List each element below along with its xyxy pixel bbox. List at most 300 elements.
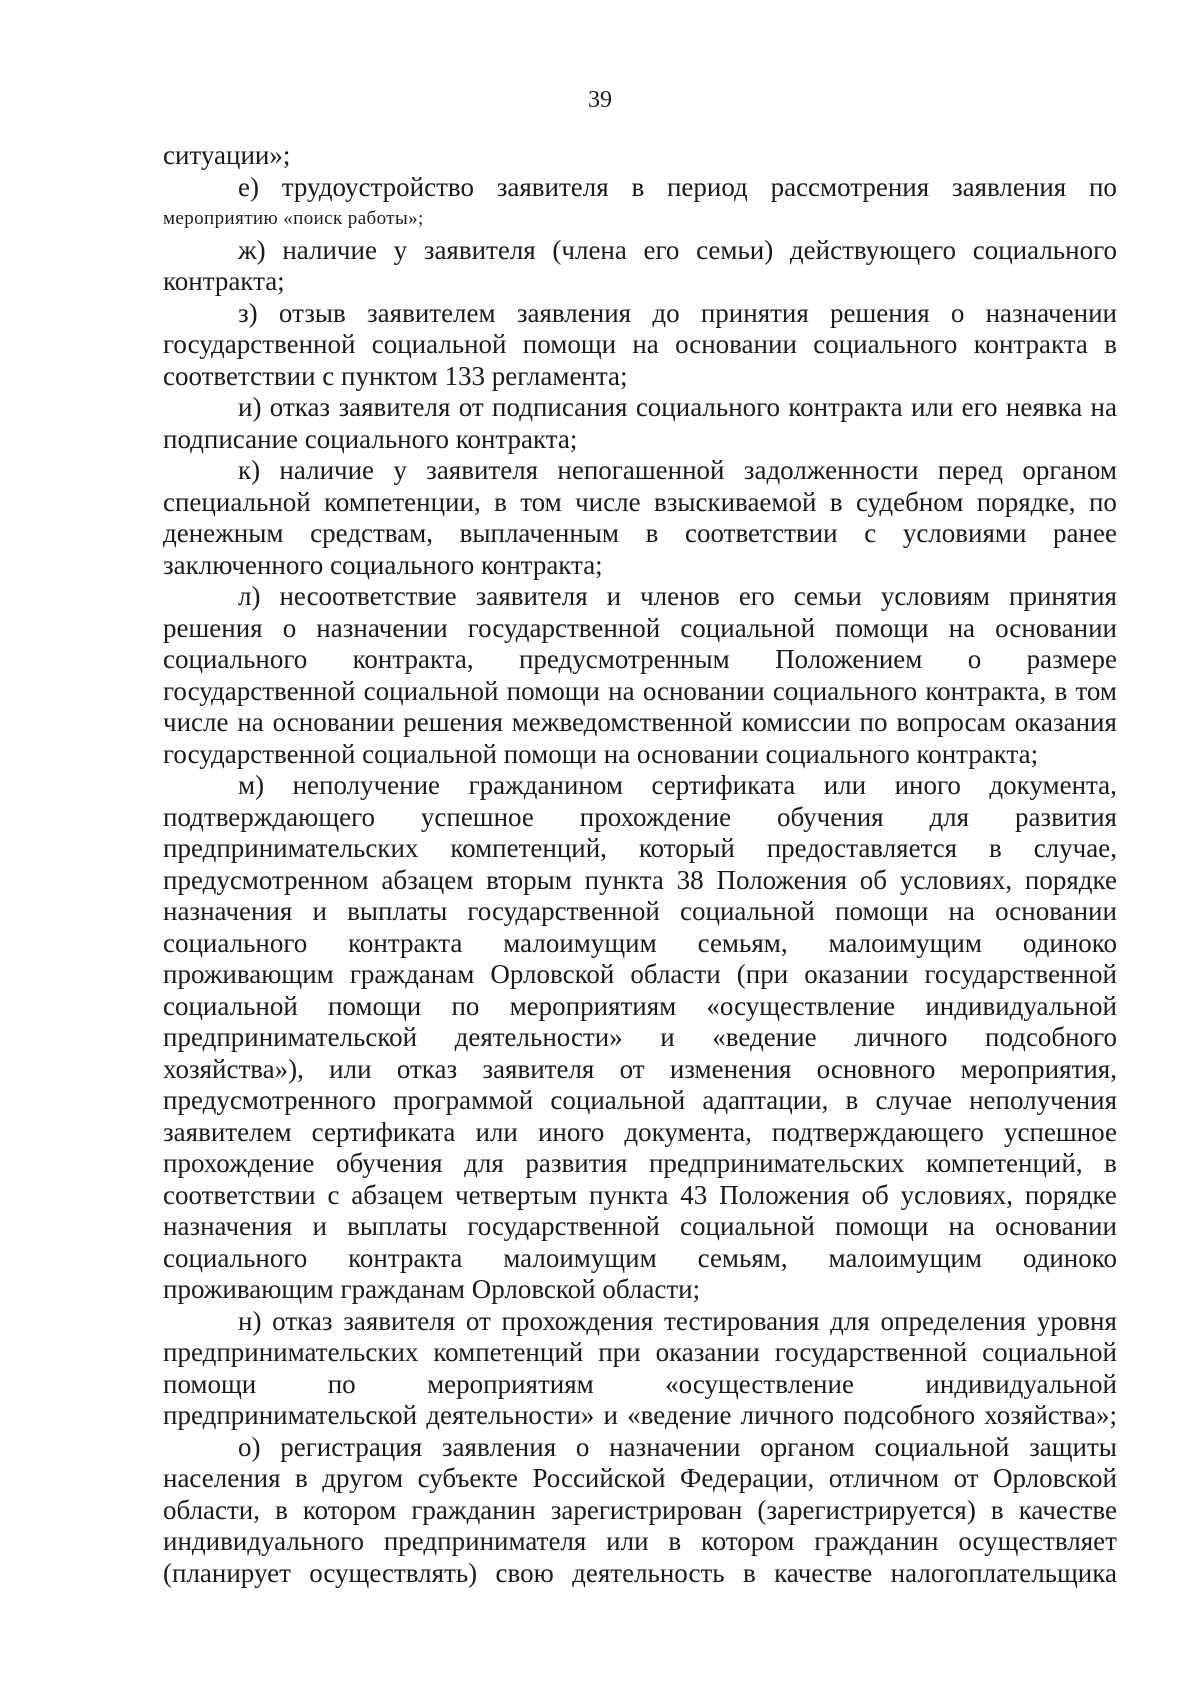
word: «осуществление [706,990,896,1021]
word: принятия [700,297,809,328]
text-line [163,1211,1117,1243]
word: социальной [163,990,298,1021]
word: основании [995,896,1117,926]
word: заявления [516,297,632,328]
word: подтверждающего [163,801,376,832]
word: трудоустройство [281,171,474,202]
word: развития [525,1148,628,1178]
word: (планирует [163,1557,291,1588]
word: прохождение [579,801,732,832]
word: индивидуального [163,1526,365,1556]
word: абзацем [381,864,474,895]
word: помощи [327,990,422,1021]
word: одиноко [1022,1242,1117,1273]
word: социальной [680,1211,815,1241]
word: от [458,392,484,422]
word: подписания [492,392,628,422]
text-line [163,928,1117,960]
word: заявления [951,171,1067,202]
word: с [864,518,877,548]
word: котором [700,1526,795,1556]
word: Положения [719,1179,850,1210]
word: заявителем [163,1116,292,1147]
word: несоответствие [279,581,457,611]
word: заявителя [496,171,609,202]
text-line [163,644,1117,676]
word: на [948,612,976,643]
word: его [643,234,680,265]
word: для [464,1148,504,1178]
word: основании [995,1211,1117,1241]
word: подсобного [843,1400,976,1430]
word: вторым [486,864,572,895]
word: на [608,675,635,706]
word: назначения [163,1211,293,1241]
word: основании [272,707,395,737]
text-line: контракта; [163,266,285,296]
text-line [163,802,1117,834]
word: малоимущим [828,927,982,958]
word: заявителя [475,581,588,611]
word: по [1088,486,1117,517]
word: прохождение [163,1148,315,1178]
word: том [1075,675,1117,706]
word: свою [495,1557,554,1588]
word: денежным [163,518,284,548]
word: к) [238,455,261,485]
word: предоставляется [766,833,958,863]
text-line [163,298,1117,330]
word: заявителя [423,234,536,265]
word: заявителем [367,297,496,328]
word: мероприятиям [509,990,677,1021]
word: отзыв [278,297,346,328]
text-line [163,676,1117,708]
word: оказании [804,959,909,989]
word: л) [238,581,261,611]
text-line: ситуации»; [163,140,291,170]
word: специальной [163,486,311,517]
word: семьям, [697,1242,788,1273]
word: в [494,486,507,517]
word: условиями [902,518,1027,548]
word: неполучения [969,1085,1117,1115]
word: населения [163,1463,281,1493]
word: в [845,1085,859,1115]
word: назначении [609,1431,741,1462]
word: условиях, [900,1179,1013,1210]
word: по [1088,171,1117,202]
word: вопросам [896,707,1006,737]
word: с [327,1179,340,1210]
word: предусмотренном [163,864,369,895]
word: оказания [1014,707,1117,737]
text-line [163,1337,1117,1369]
word: заявителя [338,392,451,422]
word: наличие [279,455,375,485]
word: на [1090,392,1117,422]
word: порядке [1024,864,1117,895]
word: рассмотрения [770,171,930,202]
word: «осуществление [665,1368,854,1399]
word: государственной [467,612,661,643]
word: (зарегистрируется) [757,1494,976,1525]
word: развития [1014,801,1117,832]
word: непогашенной [557,455,725,485]
word: гражданин [411,1494,536,1525]
text-line [163,581,1117,613]
word: успешное [420,801,534,832]
word: успешное [1004,1116,1117,1147]
text-line: государственной социальной помощи на основании социального контракта; [163,738,1039,769]
word: Российской [532,1463,666,1493]
word: (члена [552,234,627,265]
word: адаптации, [702,1085,829,1115]
word: государственной [467,896,660,926]
word: иного [537,1116,605,1147]
word: перед [937,455,1004,485]
word: изменения [669,1053,792,1084]
word: Орловской [490,959,615,989]
word: 38 [676,864,704,895]
word: комиссии [741,707,851,737]
word: органом [1022,455,1117,485]
word: о [967,644,982,674]
word: и [660,1022,675,1052]
word: задолженности [743,455,919,485]
word: сертификата [311,1116,456,1147]
word: социальной [680,896,815,926]
word: помощи [835,612,929,643]
text-line [163,959,1117,991]
word: качестве [774,1557,873,1588]
word: который [638,833,735,863]
word: отказ [272,1305,333,1336]
text-line [163,707,1117,739]
word: наличие [282,234,377,265]
word: сертификата [651,770,796,800]
word: индивидуальной [925,990,1117,1021]
word: другом [322,1463,404,1493]
word: малоимущим [503,1242,657,1273]
word: в [295,1463,308,1493]
word: «ведение [627,1400,732,1430]
text-line [163,518,1117,550]
word: или [910,392,954,422]
word: ранее [1053,518,1117,548]
word: в [645,518,659,548]
word: мероприятиям [427,1368,594,1399]
word: выплаты [347,1211,448,1241]
word: государственной [163,329,356,359]
word: заявителя [426,455,539,485]
word: «ведение [712,1022,817,1052]
word: гражданам [349,959,475,989]
word: малоимущим [503,927,657,958]
word: выплаты [347,896,448,926]
word: компетенции, [324,486,481,517]
text-line [163,833,1117,865]
word: документа, [624,1116,752,1147]
text-line: подписание социального контракта; [163,423,578,454]
word: семьям, [697,927,788,958]
word: социального [772,675,918,706]
word: на [948,896,975,926]
word: социального [972,234,1117,265]
text-line [163,1432,1117,1464]
word: заявителя [343,1305,456,1336]
word: государственной [163,675,356,706]
text-line [163,896,1117,928]
word: предпринимательских [163,833,419,863]
word: (при [736,959,789,989]
word: предпринимателя [383,1526,587,1556]
word: проживающим [163,959,334,989]
word: от [465,1305,491,1336]
word: абзацем [351,1179,444,1210]
word: в [1054,675,1068,706]
word: до [652,297,680,328]
word: отличном [828,1463,940,1493]
word: средствам, [310,518,433,548]
word: в [990,1494,1004,1525]
text-line [163,1117,1117,1149]
word: одиноко [1022,927,1117,958]
word: решения [163,612,263,643]
word: контракта [973,329,1088,359]
word: ж) [238,234,266,265]
word: числе [575,486,641,517]
word: государственной [924,959,1117,989]
word: от [619,1053,645,1084]
word: порядке [1024,1179,1117,1210]
word: заявителя [482,1053,595,1084]
word: условиях, [899,864,1013,895]
word: осуществлять) [309,1557,478,1588]
word: при [598,1337,641,1367]
word: период [666,171,748,202]
word: в [1104,329,1117,359]
word: заявления [441,1431,557,1462]
word: гражданин [814,1526,939,1556]
word: контракта [348,1242,463,1273]
word: по [327,1368,356,1399]
word: уровня [1036,1305,1117,1336]
word: помощи [506,675,600,706]
word: индивидуальной [925,1368,1117,1399]
word: числе [163,707,229,737]
word: органом [760,1431,855,1462]
word: на [632,329,659,359]
word: порядке, [976,486,1076,517]
page-number: 39 [588,87,612,113]
word: для [929,801,970,832]
word: программой [393,1085,534,1115]
body-text [163,140,1117,1589]
word: взыскиваемой [653,486,817,517]
word: случае [875,1085,952,1115]
word: на [237,707,264,737]
word: предпринимательской [163,1022,418,1052]
word: в [631,171,645,202]
word: межведомственной [511,707,733,737]
word: решения [830,297,930,328]
word: Федерации, [680,1463,815,1493]
word: деятельности» [454,1022,623,1052]
word: помощи [522,329,617,359]
word: компетенций, [450,833,607,863]
word: Положения [716,864,847,895]
word: об [859,864,888,895]
word: оказании [655,1337,760,1367]
word: малоимущим [828,1242,982,1273]
word: неполучение [292,770,441,800]
text-line [163,455,1117,487]
word: по [859,707,888,737]
word: контракта, [352,644,474,674]
word: о) [238,1431,261,1462]
word: и) [238,392,262,422]
text-line [163,1558,1117,1590]
word: от [953,1463,979,1493]
text-line [163,1526,1117,1558]
word: об [861,1179,889,1210]
word: отказ [396,1053,458,1084]
word: о [950,297,965,328]
word: и [603,1400,618,1430]
word: хозяйства»), [163,1053,304,1084]
word: социальной [680,612,816,643]
word: принятия [1009,581,1117,611]
word: выплаченным [459,518,620,548]
word: основании [675,329,797,359]
word: компетенций, [925,1148,1083,1178]
word: назначении [985,297,1117,328]
word: основного [816,1053,936,1084]
text-line [163,613,1117,645]
word: или [475,1116,518,1147]
word: е) [238,171,259,202]
text-line [163,1022,1117,1054]
word: соответствии [163,1179,316,1210]
text-line [163,1463,1117,1495]
text-line [163,329,1117,361]
word: назначения [163,896,293,926]
text-line [163,487,1117,519]
word: области [630,959,721,989]
word: компетенций [433,1337,584,1367]
word: обучения [335,1148,443,1178]
word: социального [163,1242,308,1273]
word: у [393,455,407,485]
text-line [163,235,1117,267]
word: хозяйства»; [984,1400,1117,1430]
word: личного [854,1022,948,1052]
word: действующего [789,234,957,265]
word: регистрация [280,1431,423,1462]
word: в [829,486,843,517]
word: соответствии [685,518,838,548]
word: по [451,990,480,1021]
word: зарегистрирован [550,1494,743,1525]
word: деятельность [572,1557,725,1588]
text-line: соответствии с пунктом 133 регламента; [163,360,628,391]
word: или [329,1053,372,1084]
word: социальной [982,1337,1117,1367]
text-line: проживающим гражданам Орловской области; [163,1274,701,1304]
text-line [163,1180,1117,1212]
word: семьи [793,581,862,611]
text-line [163,1400,1117,1432]
text-line [163,1054,1117,1086]
word: социальной [550,1085,686,1115]
text-line [163,1495,1117,1527]
word: мероприятия, [960,1053,1117,1084]
word: личного [740,1400,834,1430]
word: предусмотренным [518,644,730,674]
word: социальной [371,329,507,359]
word: решения [403,707,503,737]
word: социальной [363,675,499,706]
word: тестирования [664,1305,820,1336]
word: в [668,1526,682,1556]
word: в [989,833,1002,863]
word: социального [635,392,781,422]
text-line [163,392,1117,424]
text-line [163,1369,1117,1401]
word: и [606,581,622,611]
word: социальной [874,1431,1010,1462]
text-line [163,172,1117,204]
word: помощи [835,896,929,926]
text-line [163,1306,1117,1338]
word: условиям [880,581,991,611]
word: для [830,1305,870,1336]
word: осуществляет [958,1526,1117,1556]
word: предусмотренного [163,1085,376,1115]
word: отказ [269,392,331,422]
text-line [163,991,1117,1023]
word: и [312,896,327,926]
word: Положением [775,644,923,674]
word: семьи) [696,234,774,265]
word: на [948,1211,975,1241]
word: области, [163,1494,261,1525]
text-line [163,865,1117,897]
word: субъекте [417,1463,518,1493]
word: з) [238,297,258,328]
word: документа, [989,770,1117,800]
word: его [738,581,775,611]
word: неявка [1005,392,1083,422]
word: и [312,1211,327,1241]
text-line: заключенного социального контракта; [163,549,603,580]
word: о [282,612,297,643]
word: предпринимательской [163,1400,418,1430]
text-line: мероприятию «поиск работы»; [163,208,424,229]
word: или [606,1526,649,1556]
word: о [575,1431,590,1462]
word: контракта, [925,675,1047,706]
word: деятельности» [426,1400,595,1430]
word: в [742,1557,756,1588]
word: государственной [774,1337,968,1367]
text-line [163,1085,1117,1117]
word: защиты [1029,1431,1117,1462]
word: м) [238,770,265,800]
word: пункта [584,864,664,895]
word: контракта [348,927,463,958]
